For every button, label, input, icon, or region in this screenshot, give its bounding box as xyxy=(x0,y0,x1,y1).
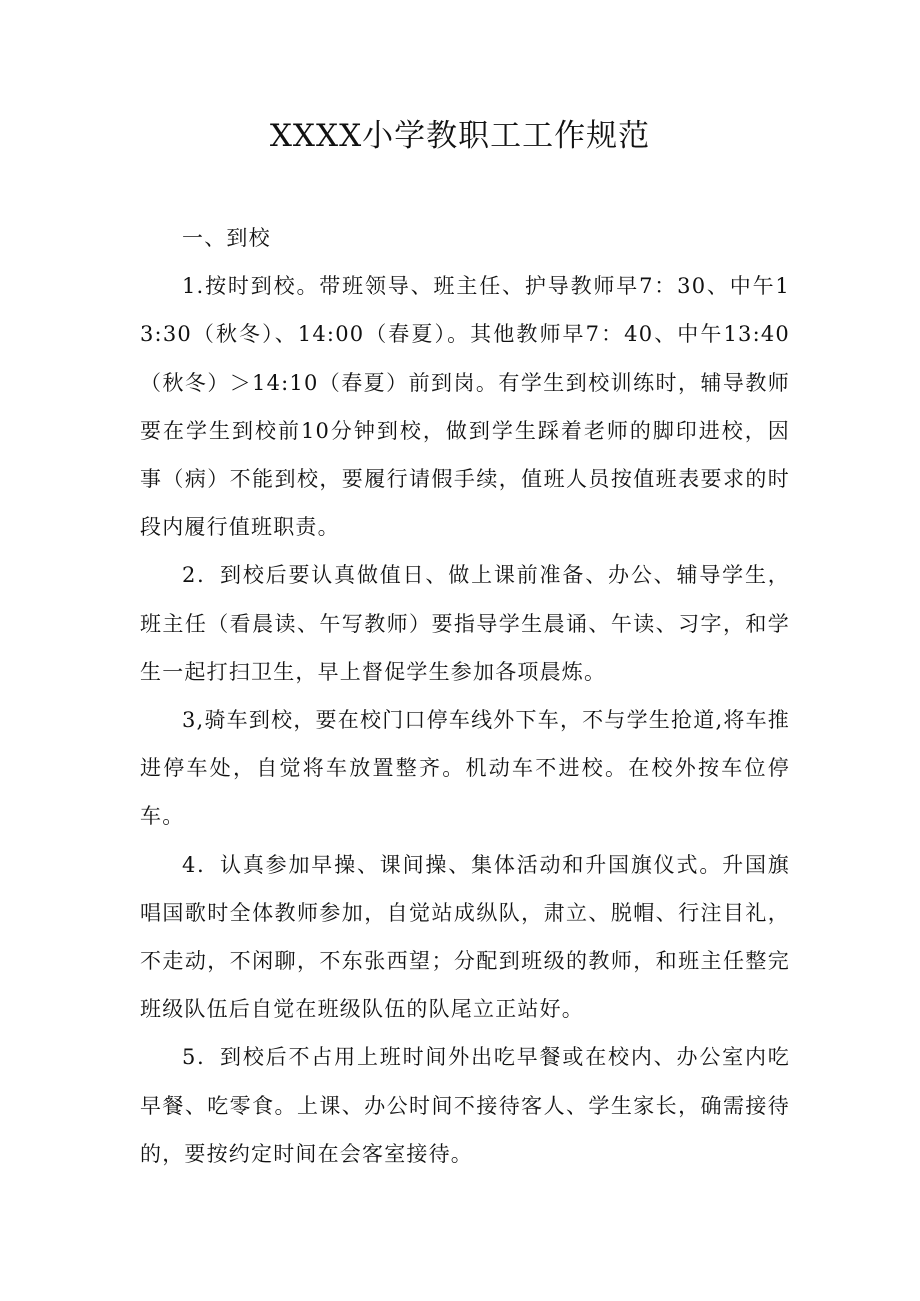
section-heading: 一、到校 xyxy=(182,226,271,250)
paragraph-2: 2．到校后要认真做值日、做上课前准备、办公、辅导学生，班主任（看晨读、午写教师）要指导学生晨诵、午读、习字，和学生一起打扫卫生，早上督促学生参加各项晨炼。 xyxy=(140,563,790,684)
paragraph-4: 4．认真参加早操、课间操、集体活动和升国旗仪式。升国旗唱国歌时全体教师参加，自觉站成纵队，肃立、脱帽、行注目礼，不走动，不闲聊，不东张西望；分配到班级的教师，和班主任整完班级队伍后自觉在班级队伍的队尾立正站好。 xyxy=(140,852,790,1022)
document-body xyxy=(140,214,790,1178)
document-title: XXXX小学教职工工作规范 xyxy=(269,118,651,154)
paragraph-3: 3,骑车到校，要在校门口停车线外下车，不与学生抢道,将车推进停车处，自觉将车放置整齐。机动车不进校。在校外按车位停车。 xyxy=(140,708,790,829)
paragraph-5: 5．到校后不占用上班时间外出吃早餐或在校内、办公室内吃早餐、吃零食。上课、办公时间不接待客人、学生家长，确需接待的，要按约定时间在会客室接待。 xyxy=(140,1045,790,1166)
paragraph-1: 1.按时到校。带班领导、班主任、护导教师早7：30、中午13:30（秋冬）、14:00（春夏）。其他教师早7：40、中午13:40（秋冬）＞14:10（春夏）前到岗。有学生到校训练时，辅导教师要在学生到校前10分钟到校，做到学生踩着老师的脚印进校，因事（病）不能到校，要履行请假手续，值班人员按值班表要求的时段内履行值班职责。 xyxy=(140,274,790,540)
